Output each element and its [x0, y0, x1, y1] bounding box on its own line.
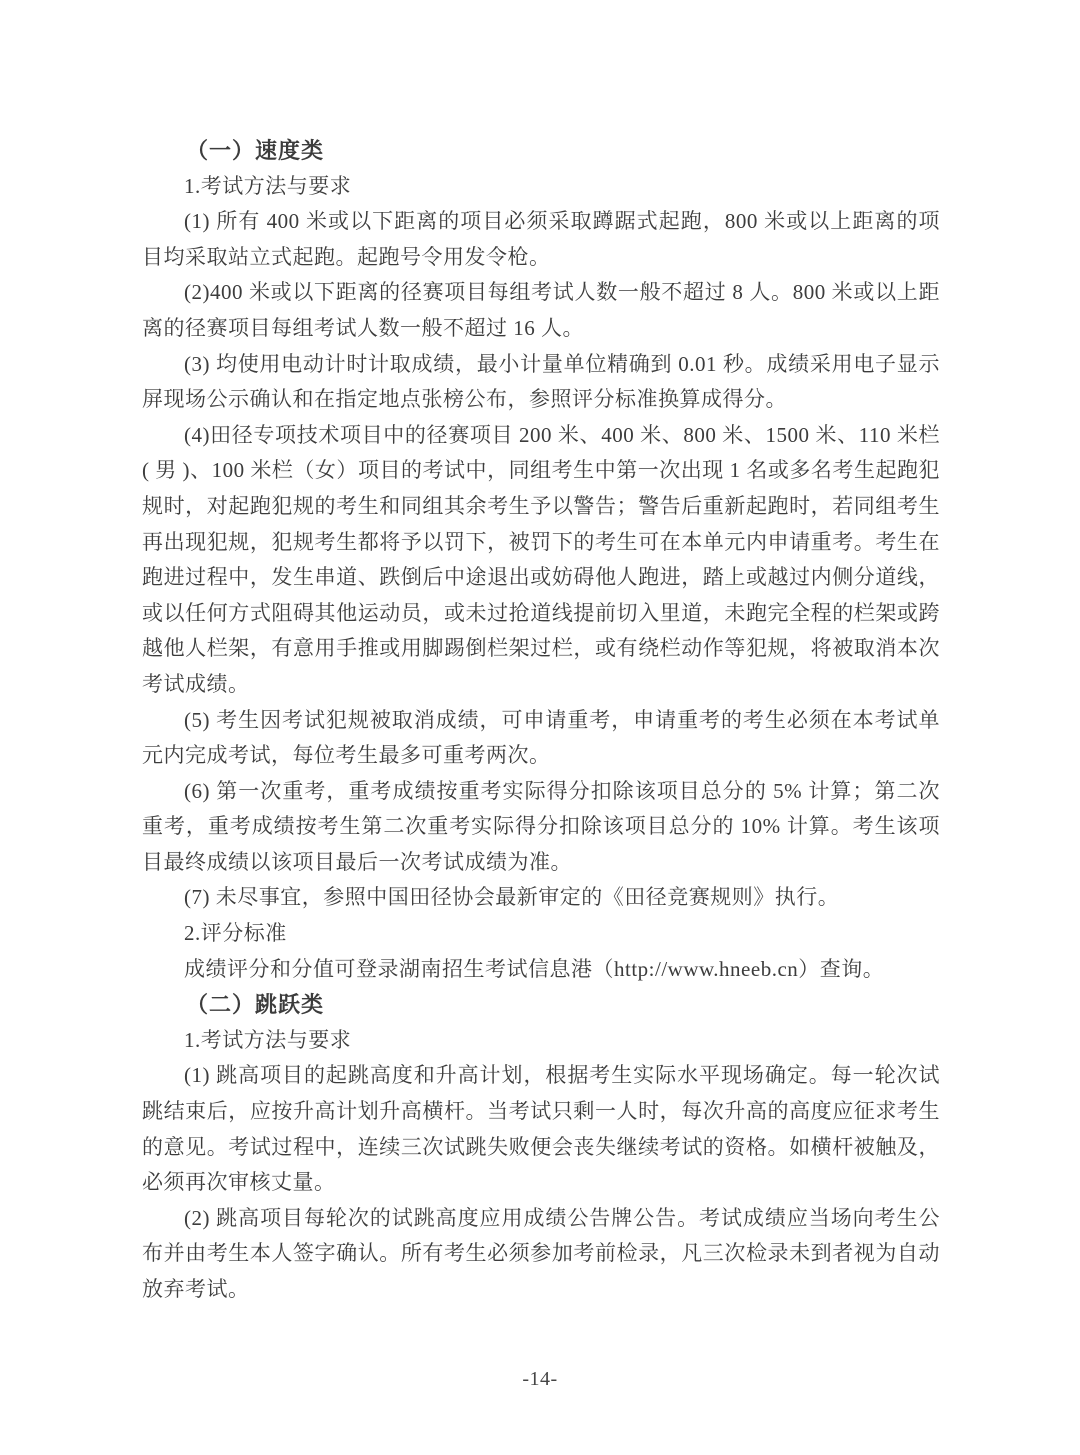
- subheading-exam-method-1: 1.考试方法与要求: [184, 173, 352, 198]
- item-1-5: (5) 考生因考试犯规被取消成绩，可申请重考，申请重考的考生必须在本考试单元内完成考试，每位考生最多可重考两次。: [142, 707, 940, 768]
- page-number: -14-: [522, 1368, 558, 1390]
- item-2-1: (1) 跳高项目的起跳高度和升高计划，根据考生实际水平现场确定。每一轮次试跳结束后，应按升高计划升高横杆。当考试只剩一人时，每次升高的高度应征求考生的意见。考试过程中，连续三次试跳失败便会丧失继续考试的资格。如横杆被触及，必须再次审核丈量。: [142, 1063, 940, 1195]
- item-1-3: (3) 均使用电动计时计取成绩，最小计量单位精确到 0.01 秒。成绩采用电子显示屏现场公示确认和在指定地点张榜公布，参照评分标准换算成得分。: [142, 351, 940, 412]
- scoring-note: 成绩评分和分值可登录湖南招生考试信息港（http://www.hneeb.cn）查询。: [184, 956, 885, 981]
- item-2-2: (2) 跳高项目每轮次的试跳高度应用成绩公告牌公告。考试成绩应当场向考生公布并由考生本人签字确认。所有考生必须参加考前检录，凡三次检录未到者视为自动放弃考试。: [142, 1205, 940, 1301]
- section-heading-jumping: （二）跳跃类: [186, 992, 325, 1018]
- subheading-exam-method-2: 1.考试方法与要求: [184, 1027, 352, 1052]
- item-1-7: (7) 未尽事宜，参照中国田径协会最新审定的《田径竞赛规则》执行。: [184, 885, 840, 910]
- item-1-2: (2)400 米或以下距离的径赛项目每组考试人数一般不超过 8 人。800 米或以上距离的径赛项目每组考试人数一般不超过 16 人。: [142, 280, 940, 340]
- document-body-text: [142, 133, 940, 1308]
- subheading-scoring-standard: 2.评分标准: [184, 921, 287, 946]
- item-1-4: (4)田径专项技术项目中的径赛项目 200 米、400 米、800 米、1500 米、110 米栏( 男 )、100 米栏（女）项目的考试中，同组考生中第一次出现 1 名或多名考生起跑犯规时，对起跑犯规的考生和同组其余考生予以警告；警告后重新起跑时，若同组考生再出现犯规，犯规考生都将予以罚下，被罚下的考生可在本单元内申请重考。考生在跑进过程中，发生串道、跌倒后中途退出或妨碍他人跑进，踏上或越过内侧分道线，或以任何方式阻碍其他运动员，或未过抢道线提前切入里道，未跑完全程的栏架或跨越他人栏架，有意用手推或用脚踢倒栏架过栏，或有绕栏动作等犯规，将被取消本次考试成绩。: [142, 422, 940, 696]
- item-1-6: (6) 第一次重考，重考成绩按重考实际得分扣除该项目总分的 5% 计算；第二次重考，重考成绩按考生第二次重考实际得分扣除该项目总分的 10% 计算。考生该项目最终成绩以该项目最后一次考试成绩为准。: [142, 778, 940, 874]
- item-1-1: (1) 所有 400 米或以下距离的项目必须采取蹲踞式起跑，800 米或以上距离的项目均采取站立式起跑。起跑号令用发令枪。: [142, 209, 940, 269]
- section-heading-speed: （一）速度类: [186, 138, 325, 163]
